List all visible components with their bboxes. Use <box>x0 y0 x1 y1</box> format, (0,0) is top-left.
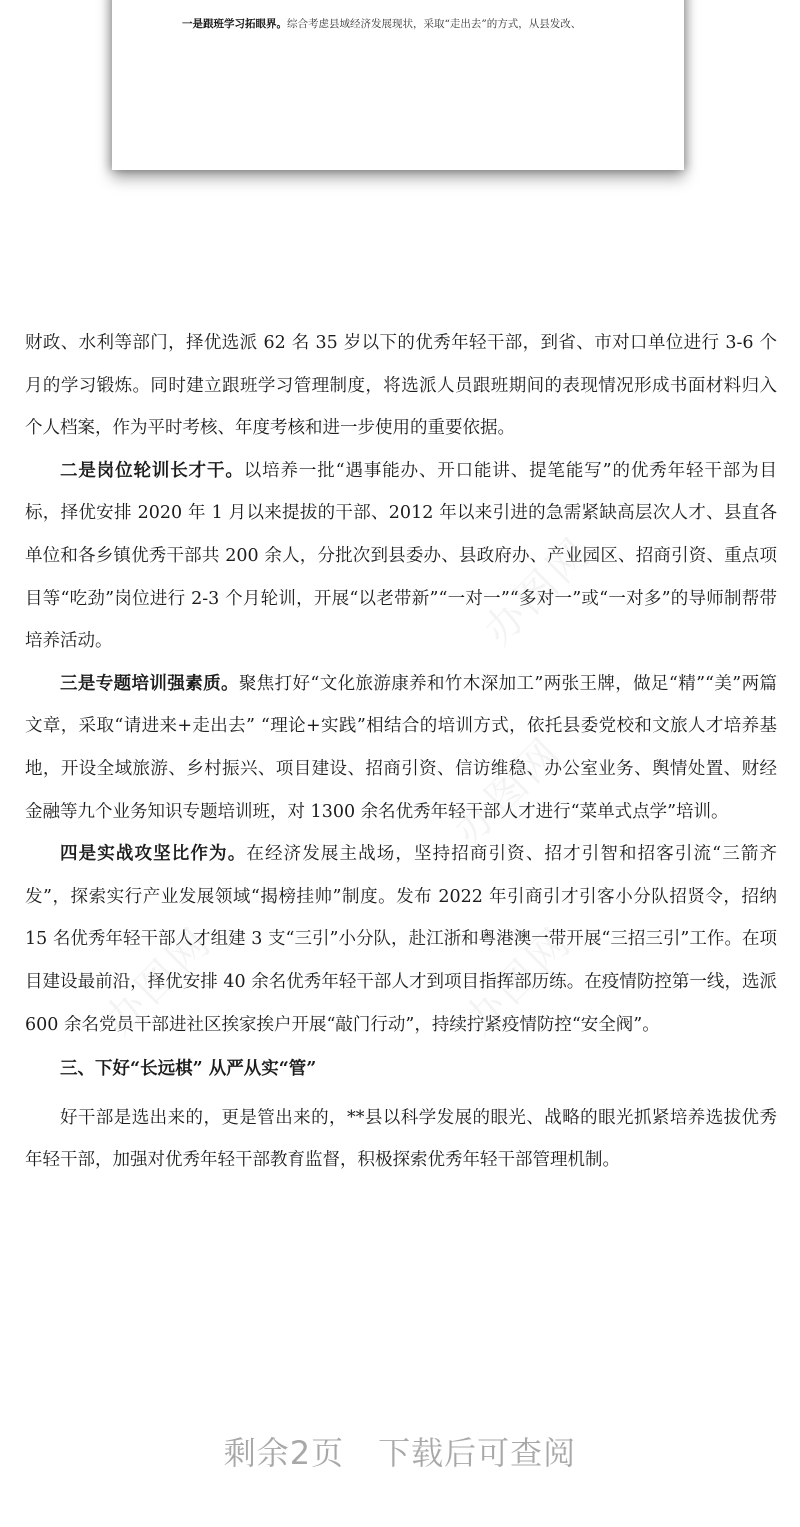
preview-cut-line <box>132 0 664 5</box>
watermark: 办图网 <box>445 728 572 854</box>
preview-text: 综合考虑县域经济发展现状，采取“走出去”的方式，从县发改、 <box>287 18 582 30</box>
paragraph-lead: 三是专题培训强素质。 <box>60 673 239 694</box>
remaining-pages-notice[interactable] <box>0 1428 800 1474</box>
watermark: 办图网 <box>95 918 222 1044</box>
watermark: 办图网 <box>475 528 602 654</box>
preview-lead: 一是跟班学习拓眼界。 <box>182 18 287 30</box>
download-hint: 下载后可查阅 <box>378 1434 577 1472</box>
section-heading: 三、下好“长远棋” 从严从实“管” <box>60 1059 317 1080</box>
remaining-pages-label: 剩余2页 <box>223 1434 345 1472</box>
watermark: 办图网 <box>455 918 582 1044</box>
paragraph-special-training <box>25 663 777 833</box>
document-body <box>25 322 777 1182</box>
paragraph-management: 好干部是选出来的，更是管出来的，**县以科学发展的眼光、战略的眼光抓紧培养选拔优秀年轻干部，加强对优秀年轻干部教育监督，积极探索优秀年轻干部管理机制。 <box>25 1107 777 1171</box>
paragraph-lead: 四是实战攻坚比作为。 <box>60 844 247 865</box>
preview-paragraph <box>182 16 662 32</box>
paragraph-practical <box>25 833 777 1046</box>
document-preview-card <box>112 0 684 170</box>
paragraph-text: 在经济发展主战场，坚持招商引资、招才引智和招客引流“三箭齐发”，探索实行产业发展领域“揭榜挂帅”制度。发布 2022 年引商引才引客小分队招贤令，招纳 15 名优秀年轻干部人才组建 3 支“三引”小分队，赴江浙和粤港澳一带开展“三招三引”工作。在项目建设最前沿，择优安排 40 余名优秀年轻干部人才到项目指挥部历练。在疫情防控第一线，选派 600 余名党员干部进社区挨家挨户开展“敲门行动”，持续拧紧疫情防控“安全阀”。 <box>25 844 777 1035</box>
paragraph-continuation: 财政、水利等部门，择优选派 62 名 35 岁以下的优秀年轻干部，到省、市对口单位进行 3-6 个月的学习锻炼。同时建立跟班学习管理制度，将选派人员跟班期间的表现情况形成书面材料归入个人档案，作为平时考核、年度考核和进一步使用的重要依据。 <box>25 333 777 439</box>
paragraph-job-rotation <box>25 450 777 663</box>
paragraph-text: 聚焦打好“文化旅游康养和竹木深加工”两张王牌，做足“精”“美”两篇文章，采取“请进来+走出去” “理论+实践”相结合的培训方式，依托县委党校和文旅人才培养基地，开设全域旅游、乡村振兴、项目建设、招商引资、信访维稳、办公室业务、舆情处置、财经金融等九个业务知识专题培训班，对 1300 余名优秀年轻干部人才进行“菜单式点学”培训。 <box>25 673 777 822</box>
paragraph-text: 以培养一批“遇事能办、开口能讲、提笔能写”的优秀年轻干部为目标，择优安排 2020 年 1 月以来提拔的干部、2012 年以来引进的急需紧缺高层次人才、县直各单位和各乡镇优秀干部共 200 余人，分批次到县委办、县政府办、产业园区、招商引资、重点项目等“吃劲”岗位进行 2-3 个月轮训，开展“以老带新”“一对一”“多对一”或“一对多”的导师制帮带培养活动。 <box>25 460 777 652</box>
paragraph-lead: 二是岗位轮训长才干。 <box>60 460 244 481</box>
